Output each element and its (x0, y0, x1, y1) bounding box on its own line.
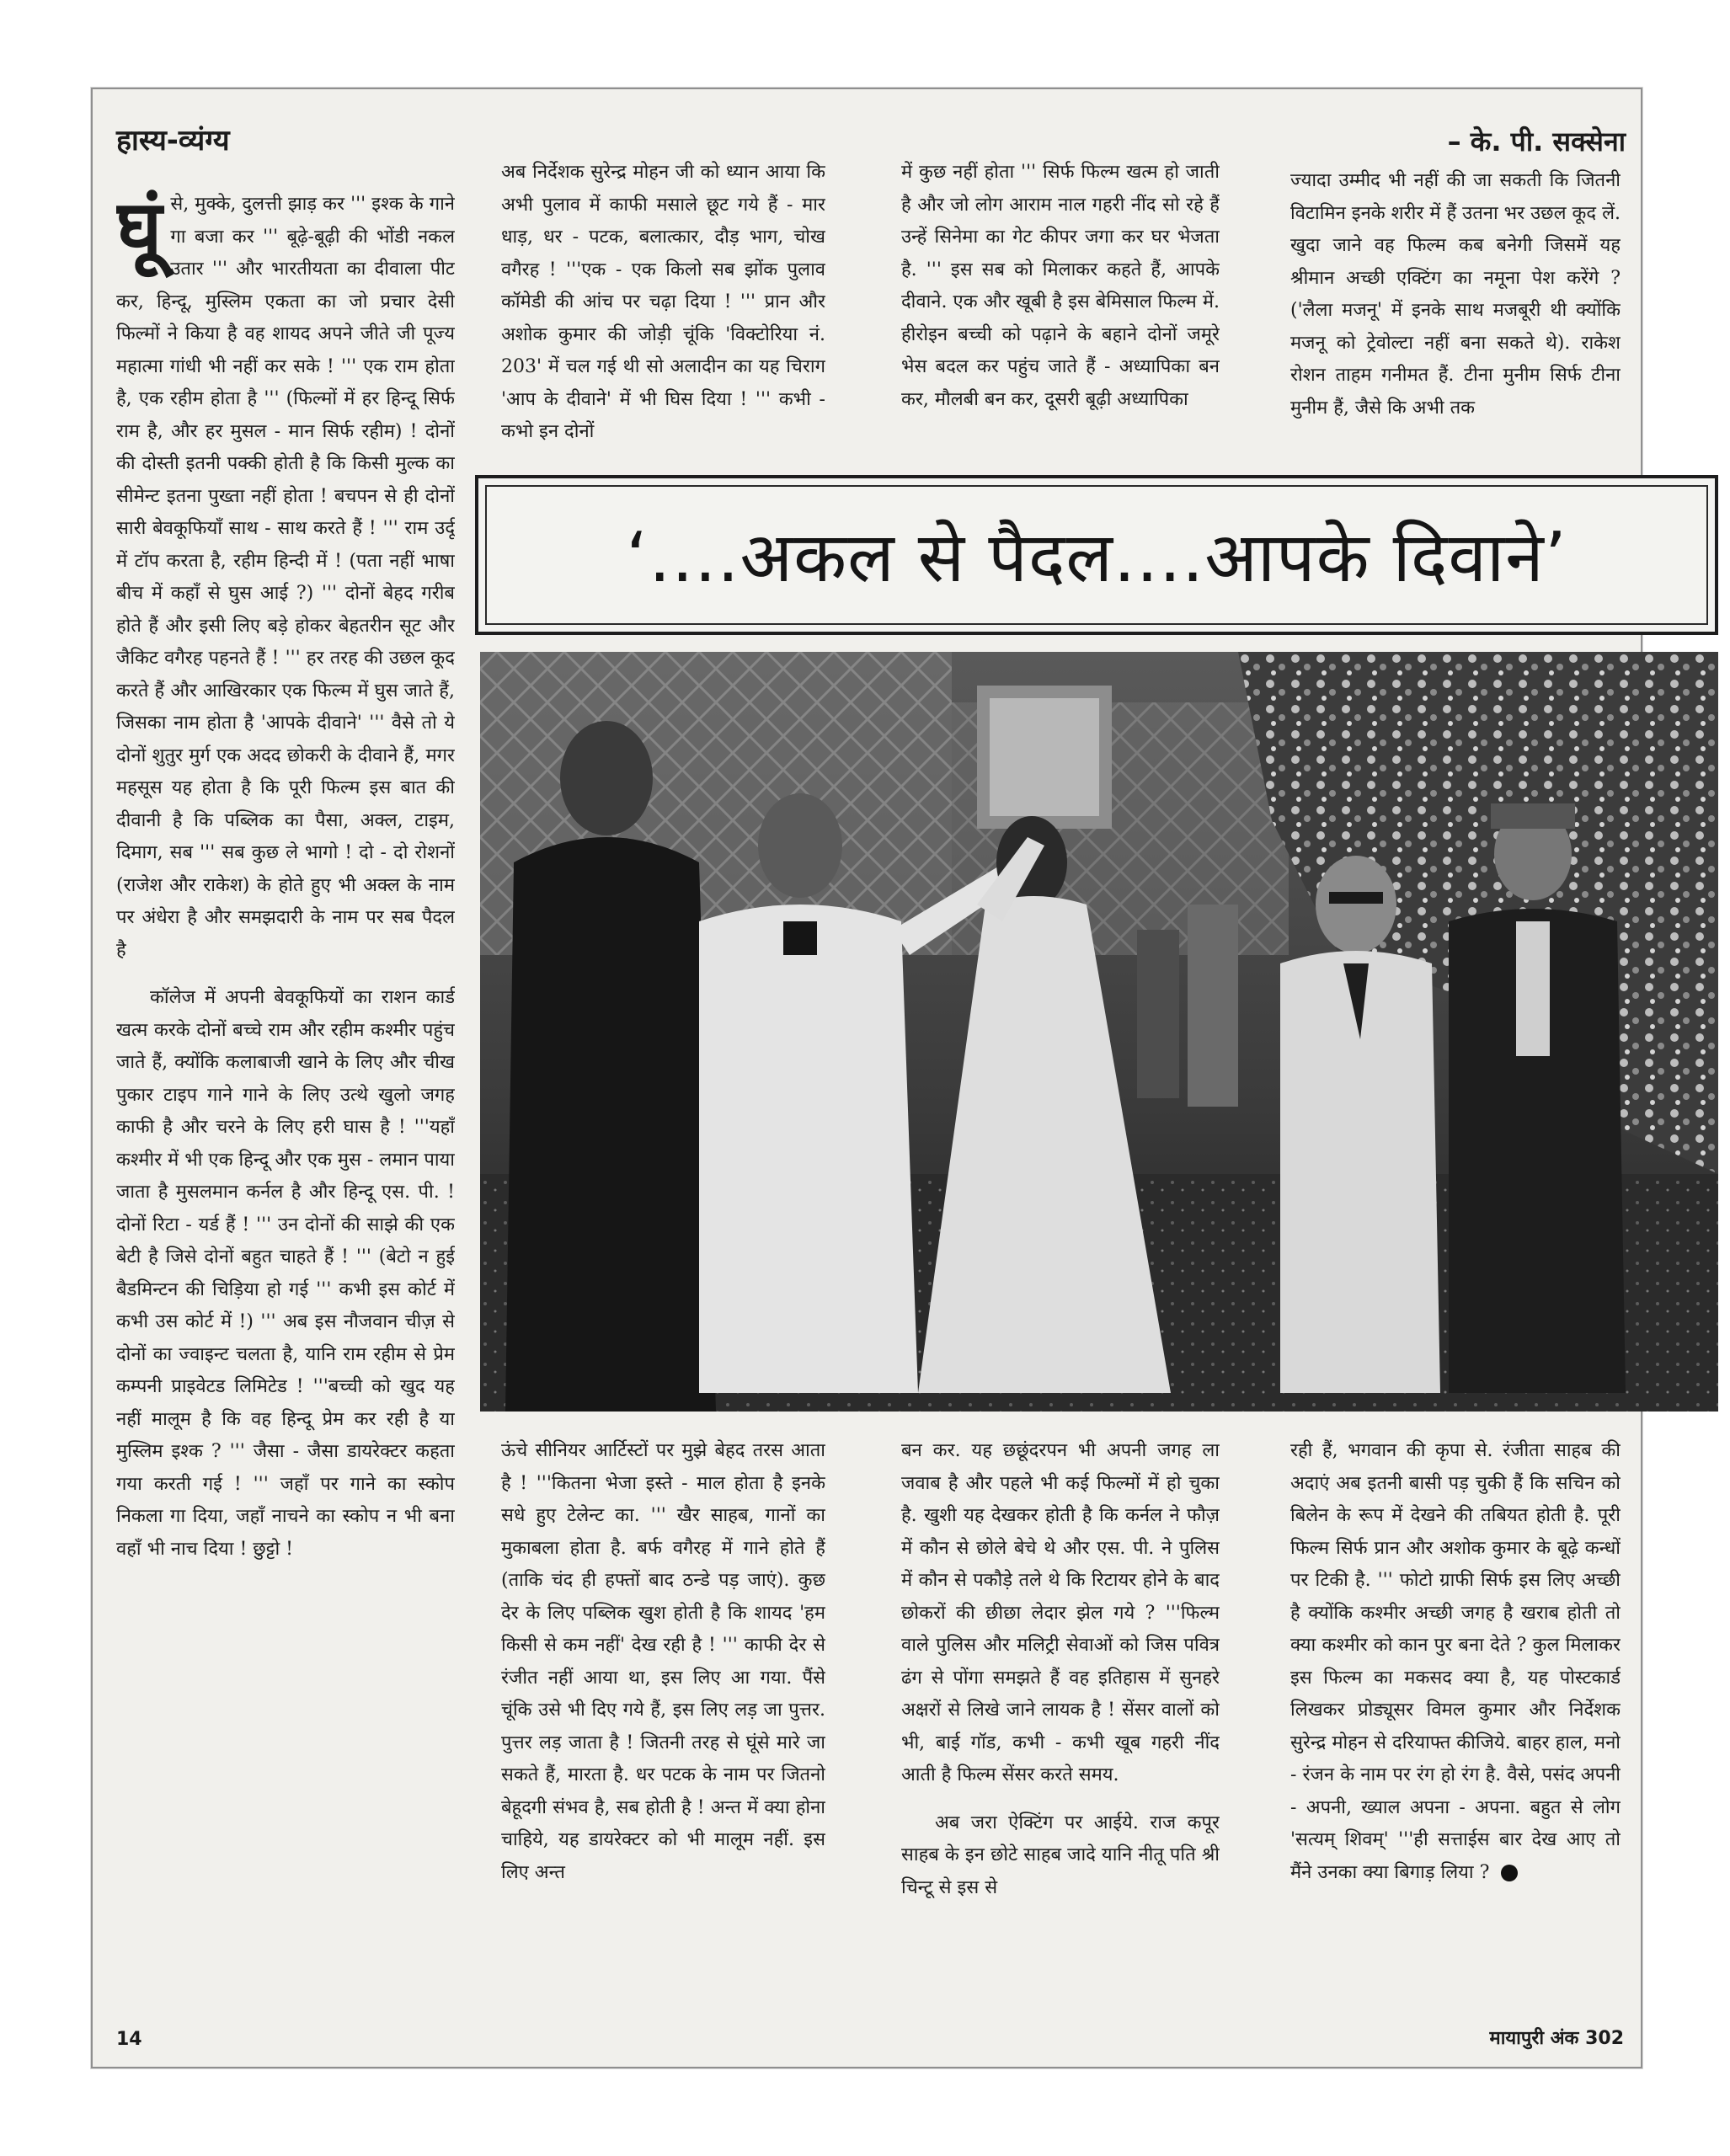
article-column-3-top: में कुछ नहीं होता ''' सिर्फ फिल्म खत्म हो जाती है और जो लोग आराम नाल गहरी नींद सो रहे हैं उन्हें सिनेमा का गेट कीपर जगा कर घर भेजता है. ''' इस सब को मिलाकर कहते हैं, आपके दीवाने. एक और खूबी है इस बेमिसाल फिल्म में. हीरोइन बच्ची को पढ़ाने के बहाने दोनों जमूरे भेस बदल कर पहुंच जाते हैं - अध्यापिका बन कर, मौलबी बन कर, दूसरी बूढ़ी अध्यापिका (901, 162, 1220, 410)
headline: ‘....अकल से पैदल....आपके दिवाने’ (626, 518, 1567, 598)
film-still-photo (480, 652, 1718, 1412)
end-mark-icon (1501, 1865, 1518, 1881)
paragraph-text: से, मुक्के, दुलत्ती झाड़ कर ''' इश्क के गाने गा बजा कर ''' बूढ़े-बूढ़ी की भोंडी नकल उतार ''' और भारतीयता का दीवाला पीट कर, हिन्दू, मुस्लिम एकता का जो प्रचार देसी फिल्मों ने किया है वह शायद अपने जीते जी पूज्य महात्मा गांधी भी नहीं कर सके ! ''' एक राम होता है, एक रहीम होता है ''' (फिल्मों में हर हिन्दू सिर्फ राम है, और हर मुसल - मान सिर्फ रहीम) ! दोनों की दोस्ती इतनी पक्की होती है कि किसी मुल्क का सीमेन्ट इतना पुख्ता नहीं होता ! बचपन से ही दोनों सारी बेवकूफियाँ साथ - साथ करते हैं ! ''' राम उर्दू में टॉप करता है, रहीम हिन्दी में ! (पता नहीं भाषा बीच में कहाँ से घुस आई ?) ''' दोनों बेहद गरीब होते हैं और इसी लिए बड़े होकर बेहतरीन सूट और जैकिट वगैरह पहनते हैं ! ''' हर तरह की उछल कूद करते हैं और आखिरकार एक फिल्म में घुस जाते हैं, जिसका नाम होता है 'आपके दीवाने' ''' वैसे तो ये दोनों शुतुर मुर्ग एक अदद छोकरी के दीवाने हैं, मगर महसूस यह होता है कि पूरी फिल्म इस बात की दीवानी है कि पब्लिक का पैसा, अक्ल, टाइम, दिमाग, सब ''' सब कुछ ले भागो ! दो - दो रोशनों (राजेश और राकेश) के होते हुए भी अक्ल के नाम पर अंधेरा है और समझदारी के नाम पर सब पैदल है (116, 194, 455, 961)
photo-illustration (480, 652, 1718, 1412)
author-byline: – के. पी. सक्सेना (1447, 125, 1626, 157)
issue-label: मायापुरी अंक 302 (1489, 2028, 1624, 2049)
article-column-4-bottom (1290, 1435, 1621, 1974)
paragraph-text: अब जरा ऐक्टिंग पर आईये. राज कपूर साहब के इन छोटे साहब जादे यानि नीतू पति श्री चिन्टू से इस से (901, 1812, 1220, 1898)
page-number: 14 (116, 2029, 142, 2050)
article-column-2-bottom: ऊंचे सीनियर आर्टिस्टों पर मुझे बेहद तरस आता है ! '''कितना भेजा इस्ते - माल होता है इनके सधे हुए टेलेन्ट का. ''' खैर साहब, गानों का मुकाबला होता है. बर्फ वगैरह में गाने होते हैं (ताकि चंद ही हफ्तों बाद ठन्डे पड़ जाएं). कुछ देर के लिए पब्लिक खुश होती है कि शायद 'हम किसी से कम नहीं' देख रही है ! ''' काफी देर से रंजीत नहीं आया था, इस लिए आ गया. पैंसे चूंकि उसे भी दिए गये हैं, इस लिए लड़ जा पुत्तर. पुत्तर लड़ जाता है ! जितनी तरह से घूंसे मारे जा सकते हैं, मारता है. धर पटक के नाम पर जितनो बेहूदगी संभव है, सब होती है ! अन्त में क्या होना चाहिये, यह डायरेक्टर को भी मालूम नहीं. इस लिए अन्त (501, 1440, 825, 1883)
paragraph-text: रही हैं, भगवान की कृपा से. रंजीता साहब की अदाएं अब इतनी बासी पड़ चुकी हैं कि सचिन को बिलेन के रूप में देखने की तबियत होती है. पूरी फिल्म सिर्फ प्रान और अशोक कुमार के बूढ़े कन्धों पर टिकी है. ''' फोटो ग्राफी सिर्फ इस लिए अच्छी है क्योंकि कश्मीर अच्छी जगह है खराब होती तो क्या कश्मीर को कान पुर बना देते ? कुल मिलाकर इस फिल्म का मकसद क्या है, यह पोस्टकार्ड लिखकर प्रोड्यूसर विमल कुमार और निर्देशक सुरेन्द्र मोहन से दरियाफ्त कीजिये. बाहर हाल, मनो - रंजन के नाम पर रंग हो रंग है. वैसे, पसंद अपनी - अपनी, ख्याल अपना - अपना. बहुत से लोग 'सत्यम् शिवम्' '''ही सत्ताईस बार देख आए तो मैंने उनका क्या बिगाड़ लिया ? (1290, 1440, 1621, 1883)
paragraph-text: कॉलेज में अपनी बेवकूफियों का राशन कार्ड खत्म करके दोनों बच्चे राम और रहीम कश्मीर पहुंच जाते हैं, क्योंकि कलाबाजी खाने के लिए और चीख पुकार टाइप गाने गाने के लिए उत्थे खुलो जगह काफी है और चरने के लिए हरी घास है ! '''यहाँ कश्मीर में भी एक हिन्दू और एक मुस - लमान पाया जाता है मुसलमान कर्नल है और हिन्दू एस. पी. ! दोनों रिटा - यर्ड हैं ! ''' उन दोनों की साझे की एक बेटी है जिसे दोनों बहुत चाहते हैं ! ''' (बेटो न हुई बैडमिन्टन की चिड़िया हो गई ''' कभी इस कोर्ट में कभी उस कोर्ट में !) ''' अब इस नौजवान चीज़ से दोनों का ज्वाइन्ट चलता है, यानि राम रहीम से प्रेम कम्पनी प्राइवेटड लिमिटेड ! '''बच्ची को खुद यह नहीं मालूम है कि वह हिन्दू प्रेम कर रही है या मुस्लिम इश्क ? ''' जैसा - जैसा डायरेक्टर कहता गया करती गई ! ''' जहाँ पर गाने का स्कोप निकला गा दिया, जहाँ नाचने का स्कोप न भी बना वहाँ भी नाच दिया ! छुट्टो ! (116, 987, 455, 1560)
article-column-4-top: ज्यादा उम्मीद भी नहीं की जा सकती कि जितनी विटामिन इनके शरीर में हैं उतना भर उछल कूद लें. खुदा जाने वह फिल्म कब बनेगी जिसमें यह श्रीमान अच्छी एक्टिंग का नमूना पेश करेंगे ? ('लैला मजनू' में इनके साथ मजबूरी थी क्योंकि मजनू को ट्रेवोल्टा नहीं बना सकते थे). राकेश रोशन ताहम गनीमत हैं. टीना मुनीम सिर्फ टीना मुनीम हैं, जैसे कि अभी तक (1290, 170, 1621, 419)
magazine-page (91, 88, 1642, 2068)
article-column-2-top: अब निर्देशक सुरेन्द्र मोहन जी को ध्यान आया कि अभी पुलाव में काफी मसाले छूट गये हैं - मार धाड़, धर - पटक, बलात्कार, दौड़ भाग, चोख वगैरह ! '''एक - एक किलो सब झोंक पुलाव कॉमेडी की आंच पर चढ़ा दिया ! ''' प्रान और अशोक कुमार की जोड़ी चूंकि 'विक्टोरिया नं. 203' में चल गई थी सो अलादीन का यह चिराग 'आप के दीवाने' में भी घिस दिया ! ''' कभी - कभो इन दोनों (501, 162, 825, 442)
article-column-3-bottom (901, 1435, 1220, 1974)
headline-box (475, 475, 1718, 635)
article-column-1 (116, 189, 455, 1924)
paragraph-text: बन कर. यह छछूंदरपन भी अपनी जगह ला जवाब है और पहले भी कई फिल्मों में हो चुका है. खुशी यह देखकर होती है कि कर्नल ने फौज़ में कौन से छोले बेचे थे और एस. पी. ने पुलिस में कौन से पकौड़े तले थे कि रिटायर होने के बाद छोकरों की छीछा लेदार झेल गये ? '''फिल्म वाले पुलिस और मलिट्री सेवाओं को जिस पवित्र ढंग से पोंगा समझते हैं वह इतिहास में सुनहरे अक्षरों से लिखे जाने लायक है ! सेंसर वालों को भी, बाई गॉड, कभी - कभी खूब गहरी नींद आती है फिल्म सेंसर करते समय. (901, 1440, 1220, 1785)
paragraph (116, 189, 455, 967)
section-label: हास्य-व्यंग्य (116, 124, 230, 157)
drop-cap: घूं (116, 189, 163, 274)
